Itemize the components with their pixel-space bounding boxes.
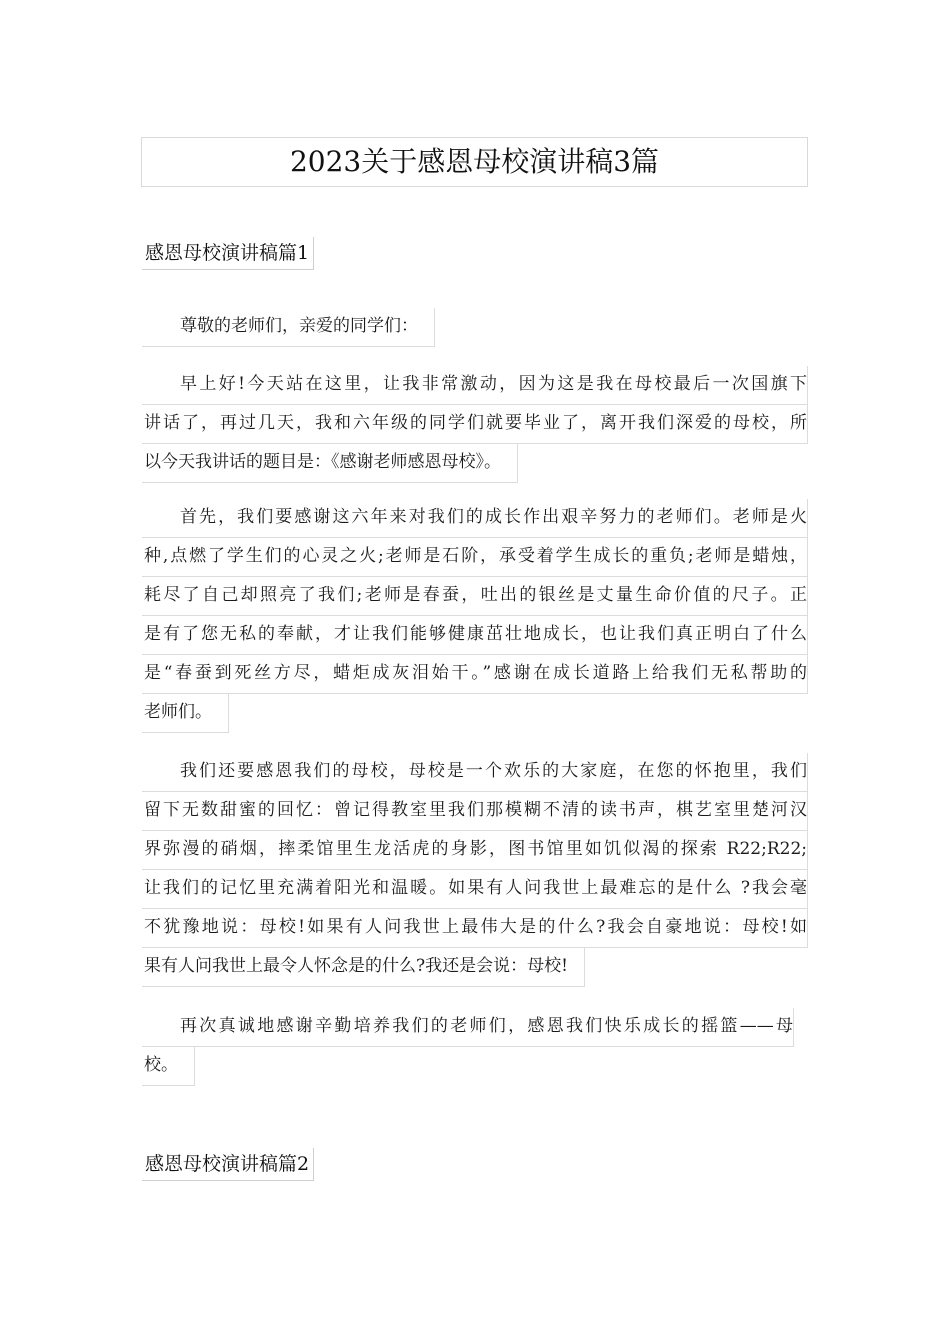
text-line: 早上好!今天站在这里，让我非常激动，因为这是我在母校最后一次国旗下 bbox=[142, 366, 808, 405]
text-line: 尊敬的老师们，亲爱的同学们： bbox=[142, 308, 435, 347]
text-line: 讲话了，再过几天，我和六年级的同学们就要毕业了，离开我们深爱的母校，所 bbox=[142, 405, 808, 444]
text-line: 是有了您无私的奉献，才让我们能够健康茁壮地成长，也让我们真正明白了什么 bbox=[142, 616, 808, 655]
text-line: 界弥漫的硝烟，摔柔馆里生龙活虎的身影，图书馆里如饥似渴的探索 R22;R22; bbox=[142, 831, 808, 870]
text-line: 耗尽了自己却照亮了我们;老师是春蚕，吐出的银丝是丈量生命价值的尺子。正 bbox=[142, 577, 808, 616]
text-line: 老师们。 bbox=[142, 694, 229, 733]
paragraph-greeting bbox=[142, 308, 808, 352]
text-line: 首先，我们要感谢这六年来对我们的成长作出艰辛努力的老师们。老师是火 bbox=[142, 499, 808, 538]
text-line: 果有人问我世上最令人怀念是的什么?我还是会说：母校! bbox=[142, 948, 585, 987]
text-line: 是“春蚕到死丝方尽，蜡炬成灰泪始干。”感谢在成长道路上给我们无私帮助的 bbox=[142, 655, 808, 694]
text-line: 让我们的记忆里充满着阳光和温暖。如果有人问我世上最难忘的是什么 ?我会毫 bbox=[142, 870, 808, 909]
paragraph-closing bbox=[142, 1008, 794, 1091]
text-line: 不犹豫地说：母校!如果有人问我世上最伟大是的什么?我会自豪地说：母校!如 bbox=[142, 909, 808, 948]
text-line: 再次真诚地感谢辛勤培养我们的老师们，感恩我们快乐成长的摇篮——母 bbox=[142, 1008, 794, 1047]
document-title: 2023关于感恩母校演讲稿3篇 bbox=[141, 137, 808, 187]
section-heading-2: 感恩母校演讲稿篇2 bbox=[142, 1148, 314, 1181]
text-line: 留下无数甜蜜的回忆：曾记得教室里我们那模糊不清的读书声，棋艺室里楚河汉 bbox=[142, 792, 808, 831]
text-line: 校。 bbox=[142, 1047, 195, 1086]
text-line: 我们还要感恩我们的母校，母校是一个欢乐的大家庭，在您的怀抱里，我们 bbox=[142, 753, 808, 792]
paragraph-thank-school bbox=[142, 753, 808, 992]
paragraph-thank-teachers bbox=[142, 499, 808, 738]
text-line: 种,点燃了学生们的心灵之火;老师是石阶，承受着学生成长的重负;老师是蜡烛， bbox=[142, 538, 808, 577]
paragraph-opening bbox=[142, 366, 808, 488]
section-heading-1: 感恩母校演讲稿篇1 bbox=[142, 237, 314, 270]
text-line: 以今天我讲话的题目是：《感谢老师感恩母校》。 bbox=[142, 444, 518, 483]
